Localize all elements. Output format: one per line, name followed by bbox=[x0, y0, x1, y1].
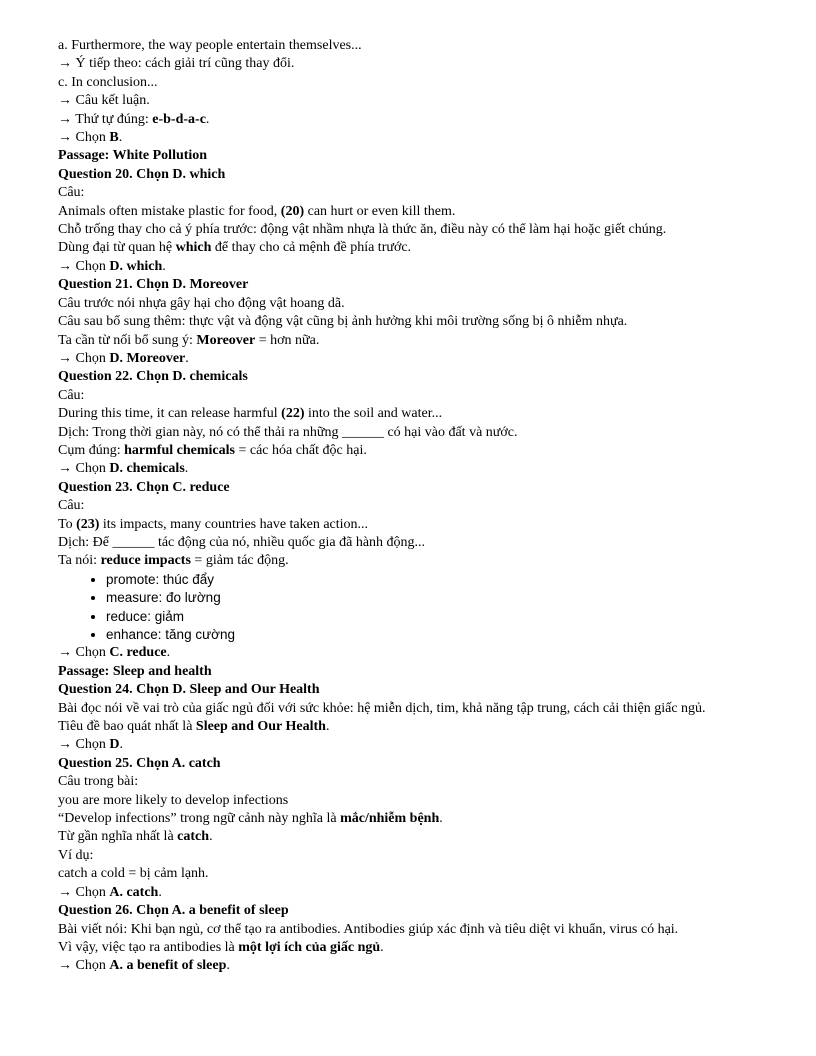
q24-paragraph: Bài đọc nói về vai trò của giấc ngủ đối với sức khỏe: hệ miễn dịch, tim, khả năng tập trung, cách cải thiện giấc ngủ. bbox=[58, 700, 706, 716]
q22-translation: Dịch: Trong thời gian này, nó có thể thải ra những ______ có hại vào đất và nước. bbox=[58, 424, 518, 440]
q20-cau-label: Câu: bbox=[58, 185, 85, 201]
option-a-note: → Ý tiếp theo: cách giải trí cũng thay đổi. bbox=[58, 56, 295, 72]
q21-answer: → Chọn D. Moreover. bbox=[58, 350, 189, 366]
list-item: • reduce: giảm bbox=[106, 608, 758, 626]
option-c-note: → Câu kết luận. bbox=[58, 93, 150, 109]
q25-answer: → Chọn A. catch. bbox=[58, 884, 162, 900]
q25-quote: you are more likely to develop infections bbox=[58, 792, 289, 808]
option-a-line: a. Furthermore, the way people entertain themselves... bbox=[58, 38, 362, 53]
question-24-heading: Question 24. Chọn D. Sleep and Our Health bbox=[58, 682, 320, 698]
list-item: • measure: đo lường bbox=[106, 589, 758, 607]
q21-reason: Ta cần từ nối bổ sung ý: Moreover = hơn nữa. bbox=[58, 332, 320, 348]
q20-answer: → Chọn D. which. bbox=[58, 258, 166, 274]
q21-line1: Câu trước nói nhựa gây hại cho động vật hoang dã. bbox=[58, 295, 345, 311]
q26-paragraph: Bài viết nói: Khi bạn ngủ, cơ thể tạo ra antibodies. Antibodies giúp xác định và tiêu diệt vi khuẩn, virus có hại. bbox=[58, 921, 679, 937]
q24-answer: → Chọn D. bbox=[58, 737, 123, 753]
q20-explanation: Chỗ trống thay cho cả ý phía trước: động vật nhầm nhựa là thức ăn, điều này có thể làm hại hoặc giết chúng. bbox=[58, 222, 667, 238]
option-c-line: c. In conclusion... bbox=[58, 74, 158, 90]
question-23-heading: Question 23. Chọn C. reduce bbox=[58, 479, 230, 495]
q23-sentence: To (23) its impacts, many countries have taken action... bbox=[58, 516, 369, 532]
q23-cau-label: Câu: bbox=[58, 498, 85, 514]
q23-phrase: Ta nói: reduce impacts = giảm tác động. bbox=[58, 553, 289, 569]
q25-line1: Câu trong bài: bbox=[58, 774, 139, 790]
q25-example-label: Ví dụ: bbox=[58, 847, 94, 863]
q22-cau-label: Câu: bbox=[58, 387, 85, 403]
q23-translation: Dịch: Để ______ tác động của nó, nhiều quốc gia đã hành động... bbox=[58, 534, 426, 550]
q20-sentence: Animals often mistake plastic for food, (20) can hurt or even kill them. bbox=[58, 203, 456, 219]
q25-meaning: “Develop infections” trong ngữ cảnh này nghĩa là mắc/nhiễm bệnh. bbox=[58, 811, 443, 827]
list-item: • promote: thúc đẩy bbox=[106, 571, 758, 589]
question-26-heading: Question 26. Chọn A. a benefit of sleep bbox=[58, 903, 289, 919]
order-line: → Thứ tự đúng: e-b-d-a-c. bbox=[58, 111, 210, 127]
q22-sentence: During this time, it can release harmful (22) into the soil and water... bbox=[58, 406, 443, 422]
q23-answer: → Chọn C. reduce. bbox=[58, 645, 171, 661]
question-20-heading: Question 20. Chọn D. which bbox=[58, 166, 226, 182]
q25-synonym: Từ gần nghĩa nhất là catch. bbox=[58, 829, 213, 845]
question-21-heading: Question 21. Chọn D. Moreover bbox=[58, 277, 249, 293]
q24-reason: Tiêu đề bao quát nhất là Sleep and Our Health. bbox=[58, 719, 330, 735]
q21-line2: Câu sau bổ sung thêm: thực vật và động vật cũng bị ảnh hưởng khi môi trường sống bị ô nhiễm nhựa. bbox=[58, 314, 628, 330]
q22-phrase: Cụm đúng: harmful chemicals = các hóa chất độc hại. bbox=[58, 442, 367, 458]
q23-options-list bbox=[58, 571, 758, 645]
q20-reason: Dùng đại từ quan hệ which để thay cho cả mệnh đề phía trước. bbox=[58, 240, 412, 256]
list-item: • enhance: tăng cường bbox=[106, 626, 758, 644]
question-25-heading: Question 25. Chọn A. catch bbox=[58, 755, 221, 771]
q26-reason: Vì vậy, việc tạo ra antibodies là một lợi ích của giấc ngủ. bbox=[58, 939, 384, 955]
answer-line-q19: → Chọn B. bbox=[58, 130, 123, 146]
question-22-heading: Question 22. Chọn D. chemicals bbox=[58, 369, 248, 385]
passage-heading-white-pollution: Passage: White Pollution bbox=[58, 148, 208, 164]
q25-example: catch a cold = bị cảm lạnh. bbox=[58, 866, 209, 882]
q26-answer: → Chọn A. a benefit of sleep. bbox=[58, 958, 230, 974]
passage-heading-sleep-health: Passage: Sleep and health bbox=[58, 663, 212, 679]
q22-answer: → Chọn D. chemicals. bbox=[58, 461, 189, 477]
